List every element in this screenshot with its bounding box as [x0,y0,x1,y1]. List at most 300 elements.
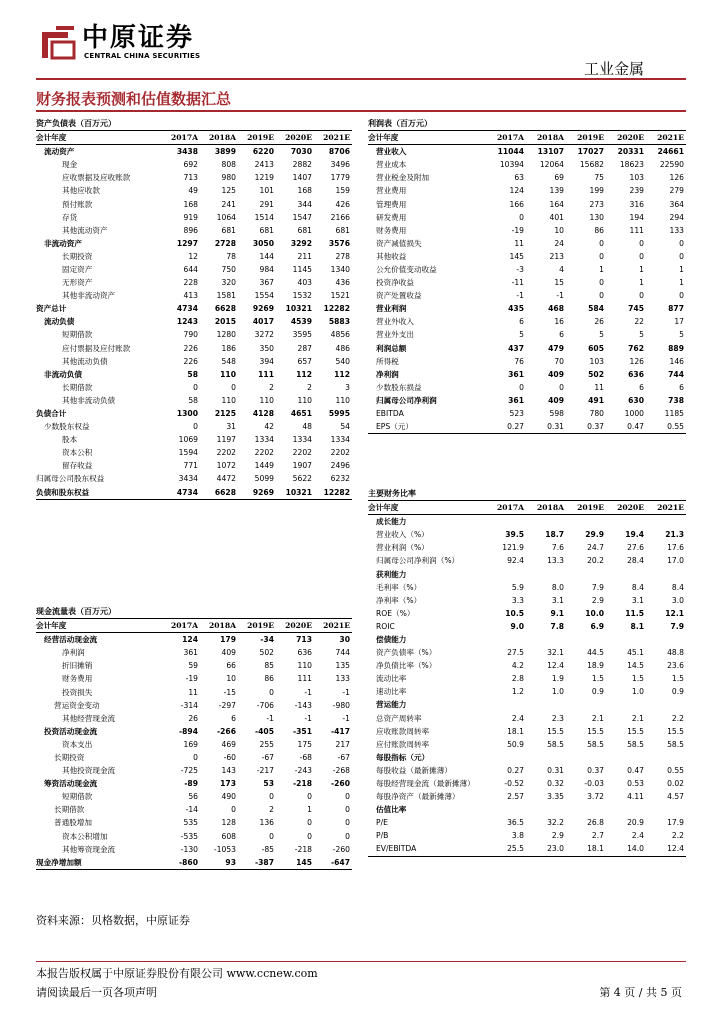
header-label: 会计年度 [36,619,162,633]
row-value: -85 [261,844,274,854]
row-value: 436 [335,278,350,288]
row-value [606,567,646,580]
row-value: 523 [509,409,524,419]
row-value: 1.5 [671,674,684,684]
row-label: 速动比率 [376,687,407,697]
row-value: 3 [345,382,350,392]
row-value: 226 [183,343,198,353]
row-value: 139 [549,186,564,196]
row-value: 8.0 [551,582,564,592]
row-value: 7.9 [670,621,684,631]
table-row [368,581,686,594]
row-value: 1280 [216,330,236,340]
row-value: 6220 [252,147,274,157]
row-value: 896 [183,225,198,235]
table-row [36,276,352,289]
row-label: 营业费用 [376,186,407,196]
row-value: 0 [639,251,644,261]
row-value: 76 [514,356,524,366]
row-value: 11 [594,382,604,392]
row-value: 4734 [176,304,198,314]
row-value: 5 [679,330,684,340]
row-value: 17.6 [667,543,684,553]
row-value: 1340 [330,264,350,274]
row-value: -68 [299,752,312,762]
row-value: 1069 [178,435,198,445]
table-row [36,158,352,171]
balance-sheet-table [36,117,352,500]
row-value: 4856 [330,330,350,340]
row-value: 199 [589,186,604,196]
table-body [36,619,352,870]
table-caption: 资产负债表（百万元） [36,117,352,131]
table-row [368,197,686,210]
copyright-text: 本报告版权属于中原证券股份有限公司 www.ccnew.com [36,967,318,980]
row-label: 其他应收款 [62,186,100,196]
table-row [36,197,352,210]
row-value: 30 [339,635,350,645]
row-value: 7.8 [550,621,564,631]
row-value: 771 [183,461,198,471]
table-header-row [368,131,686,145]
row-value: 1.0 [631,687,644,697]
table-row [36,777,352,790]
row-value: 20.9 [627,818,644,828]
row-value: -0.03 [584,779,604,789]
table-row [368,607,686,620]
row-value: 713 [183,173,198,183]
row-value: 63 [514,173,524,183]
row-value: 166 [509,199,524,209]
header-year: 2018A [200,131,238,145]
row-value: 4128 [252,409,274,419]
row-value [566,633,606,646]
row-value: 1532 [292,291,312,301]
row-value [486,803,526,816]
row-label: 净负债比率（%） [376,661,437,671]
row-label: 无形资产 [62,278,93,288]
row-value: 1072 [216,461,236,471]
row-value: 32.2 [547,818,564,828]
row-label: 非流动资产 [44,238,82,248]
row-value [486,567,526,580]
row-value: 1449 [254,461,274,471]
row-value: 1000 [624,409,644,419]
row-value: 24.7 [587,543,604,553]
row-value: 24661 [657,147,684,157]
row-value: 2 [307,382,312,392]
row-value: 12.1 [665,608,684,618]
row-value: 2.9 [591,595,604,605]
row-value: 0 [599,291,604,301]
row-value: -11 [511,278,524,288]
row-value: 744 [668,369,684,379]
header-year: 2020E [606,131,646,145]
row-value: 344 [297,199,312,209]
row-value: 11.5 [625,608,644,618]
table-body [368,131,686,434]
row-value: 6 [679,382,684,392]
row-value: 179 [220,635,236,645]
row-value: 367 [259,278,274,288]
row-value: -297 [218,700,236,710]
row-value: 2.57 [507,792,524,802]
row-value: 1334 [292,435,312,445]
row-value: -647 [314,856,352,870]
row-value [646,633,686,646]
row-value: 320 [221,278,236,288]
row-value: 126 [669,173,684,183]
row-value: 0 [679,291,684,301]
row-label: 营业利润（%） [376,543,429,553]
row-label: ROIC [376,621,395,631]
table-row [368,224,686,237]
row-value: 0 [559,382,564,392]
table-row [368,829,686,842]
row-value: -266 [216,726,236,736]
row-value: -3 [516,264,524,274]
row-value: 0 [519,212,524,222]
row-value: 20.2 [587,556,604,566]
row-value: -1 [556,291,564,301]
table-row [36,446,352,459]
row-value: 15.5 [627,726,644,736]
table-row [368,171,686,184]
table-row [36,184,352,197]
row-value: 1 [639,264,644,274]
row-value: 22590 [659,160,684,170]
row-value [606,803,646,816]
row-value: 2202 [292,448,312,458]
row-label: 营业成本 [376,160,407,170]
table-row [36,171,352,184]
row-value: 3272 [254,330,274,340]
row-label: 归属母公司净利润 [376,395,437,405]
row-value: 5 [519,330,524,340]
header-year: 2020E [276,619,314,633]
row-value: -14 [185,805,198,815]
row-value: 110 [297,661,312,671]
header-year: 2021E [314,619,352,633]
row-label: 其他投资现金流 [62,766,116,776]
row-value: -706 [256,700,274,710]
row-label: 管理费用 [376,199,407,209]
table-row [36,420,352,433]
row-value: 4 [559,264,564,274]
row-value: 4539 [290,317,312,327]
row-value: 1334 [330,435,350,445]
table-row [36,211,352,224]
row-value: 145 [509,251,524,261]
row-value: 5995 [328,409,350,419]
row-label: 非流动负债 [44,369,82,379]
row-value: 12282 [323,304,350,314]
table-header-row [36,619,352,633]
row-value: 133 [335,674,350,684]
row-value: 13.3 [547,556,564,566]
row-value: 1514 [254,212,274,222]
row-label: 研发费用 [376,212,407,222]
row-value: 6 [639,382,644,392]
row-value: 0 [269,831,274,841]
row-value: 273 [589,199,604,209]
row-value: 6 [559,330,564,340]
row-value: 0 [193,752,198,762]
row-value: 2 [269,382,274,392]
table-row [36,381,352,394]
row-value: -67 [261,752,274,762]
row-label: EBITDA [376,409,404,419]
row-value: 1581 [216,291,236,301]
row-value: 2125 [214,409,236,419]
row-value: 0 [519,382,524,392]
row-value: 27.6 [627,543,644,553]
row-value: 44.5 [587,648,604,658]
row-value: 490 [221,792,236,802]
row-label: 营业税金及附加 [376,173,430,183]
row-value [526,567,566,580]
row-value: 111 [258,369,274,379]
table-row [36,250,352,263]
row-value: 3.0 [671,595,684,605]
header-year: 2020E [606,501,646,515]
row-value: 58.5 [547,739,564,749]
table-row [368,355,686,368]
row-value: 0.31 [547,765,564,775]
row-value: -894 [178,726,198,736]
row-value: 9.0 [510,621,524,631]
row-value: 111 [297,674,312,684]
row-value: 10.0 [585,608,604,618]
row-value: 1547 [292,212,312,222]
row-value: 101 [259,186,274,196]
row-value: 4.2 [511,661,524,671]
row-value: 681 [335,225,350,235]
row-value: -89 [184,779,198,789]
row-value: 12.4 [646,842,686,856]
row-value: -1 [516,291,524,301]
company-logo [38,22,200,62]
row-label: 长期投资 [54,752,85,762]
header-year: 2021E [314,131,352,145]
row-value: 26 [188,713,198,723]
row-value: 6 [231,713,236,723]
row-label: 其他流动负债 [62,356,108,366]
row-value: 110 [259,395,274,405]
table-row [36,764,352,777]
row-value: 413 [183,291,198,301]
row-value: 548 [221,356,236,366]
row-value: 78 [226,251,236,261]
row-value: 980 [221,173,236,183]
table-row [36,672,352,685]
row-value: 692 [183,160,198,170]
row-value: 56 [188,792,198,802]
row-value [646,698,686,711]
table-row [36,394,352,407]
row-value: 11044 [497,147,524,157]
row-value: 16 [554,317,564,327]
row-value: 3576 [328,238,350,248]
section-title: 财务报表预测和估值数据汇总 [36,90,232,108]
row-value: 0 [345,818,350,828]
cash-flow-table [36,605,352,870]
row-label: 归属母公司股东权益 [36,474,105,484]
row-value: 112 [296,369,312,379]
row-value: -1 [342,687,350,697]
row-value: 278 [335,251,350,261]
row-value: 808 [221,160,236,170]
row-value: 124 [509,186,524,196]
table-row [368,803,686,816]
row-value: 7.6 [551,543,564,553]
row-value [486,515,526,529]
table-row [368,302,686,315]
table-row [36,725,352,738]
table-row [36,486,352,500]
row-label: 营业收入（%） [376,530,429,540]
row-label: 长期投资 [62,251,93,261]
row-value [486,698,526,711]
row-value: 0.37 [587,765,604,775]
row-value: 21.3 [665,530,684,540]
row-label: 负债合计 [36,409,67,419]
row-label: 每股净资产（最新摊薄） [376,792,460,802]
table-row [36,843,352,856]
row-value: 644 [183,264,198,274]
header-year: 2021E [646,131,686,145]
table-row [368,158,686,171]
row-value: 491 [588,395,604,405]
row-value: 145 [276,856,314,870]
row-value: 23.0 [526,842,566,856]
row-value: 15.5 [667,726,684,736]
table-row [368,764,686,777]
row-value: 0.27 [486,420,526,434]
row-value: 8706 [328,147,350,157]
row-value: 502 [259,648,274,658]
table-row [368,790,686,803]
row-value: 241 [221,199,236,209]
row-value: 0.55 [667,765,684,775]
row-value: 6.9 [590,621,604,631]
row-value: 45.1 [627,648,644,658]
row-value: 58 [187,369,198,379]
row-label: 营业利润 [376,304,407,314]
row-value: 409 [548,395,564,405]
row-value: 394 [259,356,274,366]
row-value: 13107 [537,147,564,157]
row-value: 9269 [238,486,276,500]
row-value: 1407 [292,173,312,183]
row-value: 11 [188,687,198,697]
row-value: 1521 [330,291,350,301]
row-value: 58.5 [667,739,684,749]
row-value: 169 [183,739,198,749]
row-value: 15.5 [547,726,564,736]
row-label: 少数股东权益 [44,422,90,432]
row-value: 28.4 [627,556,644,566]
table-row [36,289,352,302]
row-value: 48 [302,422,312,432]
table-row [368,528,686,541]
row-value: -260 [332,844,350,854]
row-value: 19.4 [625,530,644,540]
row-value: 636 [628,369,644,379]
row-label: 短期借款 [62,792,93,802]
row-value: -218 [294,844,312,854]
row-value: 130 [589,212,604,222]
row-value: 133 [669,225,684,235]
row-value: 2202 [216,448,236,458]
row-value: -143 [294,700,312,710]
row-value: 3.35 [547,792,564,802]
row-value: 287 [297,343,312,353]
row-value: 0.55 [646,420,686,434]
row-value: 168 [297,186,312,196]
row-value [486,751,526,764]
row-value: -130 [180,844,198,854]
row-value: 6232 [330,474,350,484]
row-label: 预付账款 [62,199,93,209]
row-value: 0 [231,382,236,392]
table-row [368,725,686,738]
row-value: 605 [588,343,604,353]
row-value: 12282 [314,486,352,500]
row-value: -387 [238,856,276,870]
row-label: 营运能力 [376,700,407,710]
table-row [368,145,686,159]
table-row [368,842,686,856]
row-label: 其他经营现金流 [62,713,116,723]
row-label: 资本公积 [62,448,93,458]
row-value: 2.2 [671,831,684,841]
table-row [36,699,352,712]
row-value: 681 [221,225,236,235]
row-value: -19 [511,225,524,235]
row-value: 24 [554,238,564,248]
table-row [36,685,352,698]
row-value: 8.1 [630,621,644,631]
row-value: 2.2 [671,713,684,723]
row-value: 2.4 [511,713,524,723]
row-value: 48.8 [667,648,684,658]
row-value: 486 [335,343,350,353]
table-row [36,433,352,446]
row-value: 1594 [178,448,198,458]
row-value [526,803,566,816]
row-value: 3434 [178,474,198,484]
row-value: -260 [330,779,350,789]
row-value: 14.5 [627,661,644,671]
row-value: 6628 [200,486,238,500]
row-label: 筹资活动现金流 [44,779,98,789]
row-value: 437 [508,343,524,353]
row-value: 18.1 [507,726,524,736]
row-value [606,515,646,529]
table-row [368,315,686,328]
row-value: 984 [259,264,274,274]
row-value: 6628 [214,304,236,314]
row-value: -15 [223,687,236,697]
row-value: 103 [629,173,644,183]
row-value [566,515,606,529]
row-value: 173 [220,779,236,789]
row-label: 每股收益（最新摊薄） [376,765,452,775]
row-value: 2496 [330,461,350,471]
row-value: -34 [260,635,274,645]
row-value: 1334 [254,435,274,445]
